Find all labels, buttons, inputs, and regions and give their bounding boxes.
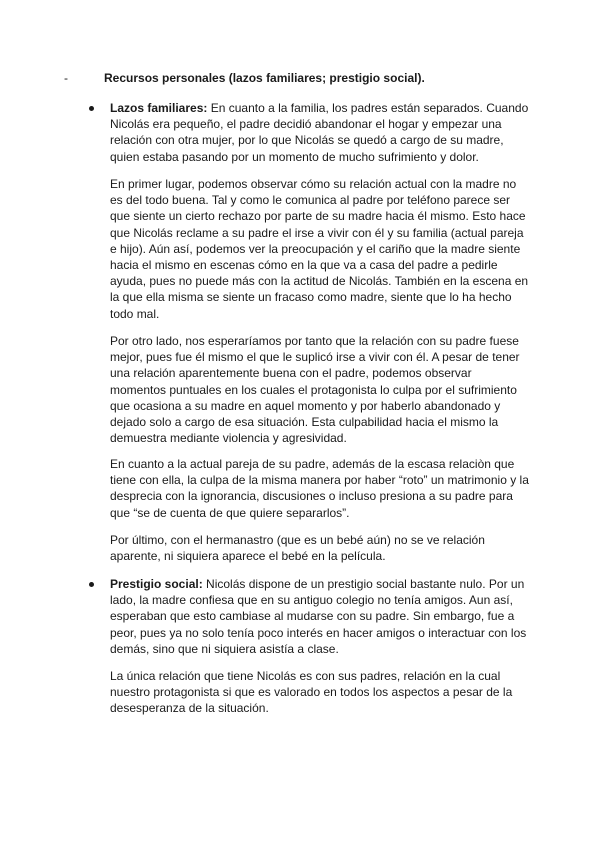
heading-dash-marker: - [64, 71, 68, 85]
paragraph-text: En cuanto a la familia, los padres están separados. Cuando Nicolás era pequeño, el padre decidió abandonar el hogar y empezar una relación con otra mujer, por lo que Nicolás se quedó a cargo de su madre, quien estaba pasando por un momento de mucho sufrimiento y dolor. [110, 101, 529, 164]
paragraph: La única relación que tiene Nicolás es con sus padres, relación en la cual nuestro protagonista si que es valorado en todos los aspectos a pesar de la desesperanza de la situación. [110, 669, 513, 716]
bullet-icon [89, 106, 94, 111]
paragraph: En primer lugar, podemos observar cómo su relación actual con la madre no es del todo buena. Tal y como le comunica al padre por teléfono parece ser que siente un cierto rechazo por parte de su madre hacia él mismo. Esto hace que Nicolás reclame a su padre el irse a vivir con él y su familia (actual pareja e hijo). Aún así, podemos ver la preocupación y el cariño que la madre siente hacia el mismo en escenas cómo en la que va a casa del padre a pedirle ayuda, pues no puede más con la actitud de Nicolás. También en la escena en la que ella misma se siente un fracaso como madre, siente que lo ha hecho todo mal. [110, 177, 529, 321]
paragraph: En cuanto a la actual pareja de su padre, además de la escasa relaciòn que tiene con ella, la culpa de la misma manera por haber “roto” un matrimonio y la desprecia con la ignorancia, discusiones o incluso presiona a su padre para que “se de cuenta de que quiere separarlos”. [110, 457, 529, 520]
paragraph-text: Nicolás dispone de un prestigio social bastante nulo. Por un lado, la madre confiesa que en su antiguo colegio no tenía amigos. Aun así, esperaban que esto cambiase al mudarse con su padre. Sin embargo, fue a peor, pues ya no solo tenía poco interés en hacer amigos o interactuar con los demás, sino que ni siquiera asistía a clase. [110, 577, 527, 656]
section-title: Prestigio social: [110, 577, 203, 591]
paragraph [110, 576, 530, 657]
bullet-icon [89, 582, 94, 587]
section-heading-row [64, 70, 534, 88]
section-title: Lazos familiares: [110, 101, 208, 115]
paragraph: Por otro lado, nos esperaríamos por tanto que la relación con su padre fuese mejor, pues fue él mismo el que le suplicó irse a vivir con él. A pesar de tener una relación aparentemente buena con el padre, podemos observar momentos puntuales en los cuales el protagonista lo culpa por el sufrimiento que ocasiona a su madre en aquel momento y por haberlo abandonado y dejado solo a cargo de esa situación. Esta culpabilidad hacia el mismo la demuestra mediante violencia y agresividad. [110, 334, 520, 446]
section-heading: Recursos personales (lazos familiares; prestigio social). [104, 71, 425, 85]
paragraph: Por último, con el hermanastro (que es un bebé aún) no se ve relación aparente, ni siquiera aparece el bebé en la película. [110, 533, 485, 564]
paragraph [110, 100, 530, 165]
